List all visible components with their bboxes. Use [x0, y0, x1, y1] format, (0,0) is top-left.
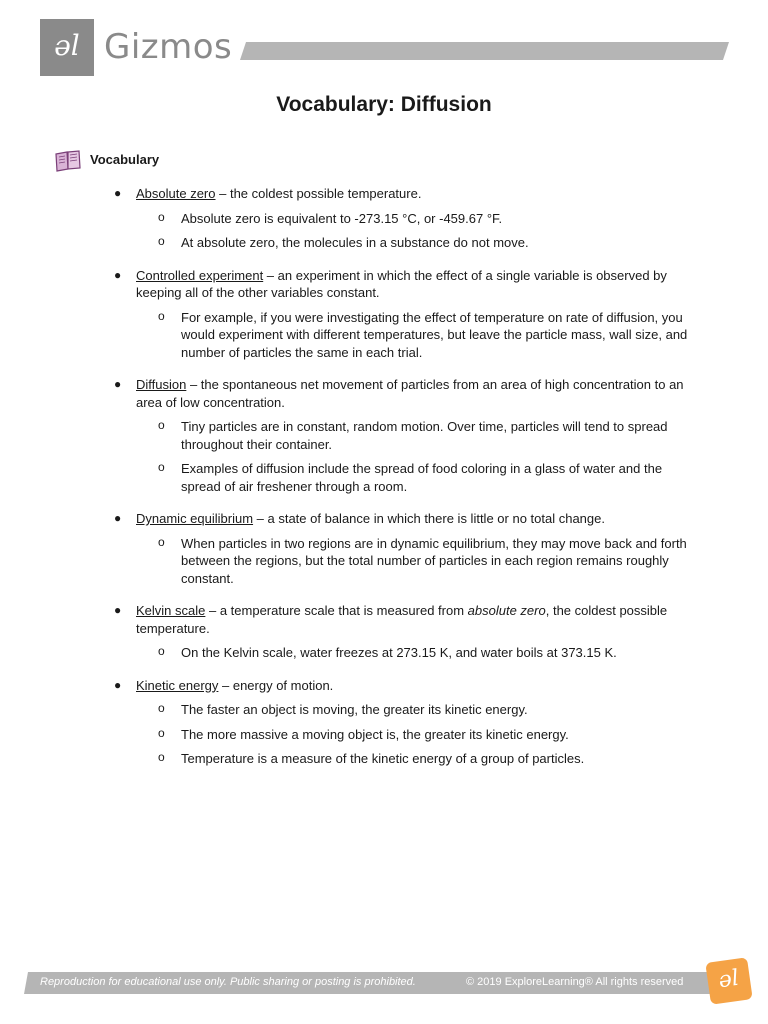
footer-notice: Reproduction for educational use only. Public sharing or posting is prohibited. [40, 976, 416, 988]
sub-item-text: Temperature is a measure of the kinetic energy of a group of particles. [181, 751, 585, 766]
explorelearning-badge-icon [705, 957, 752, 1004]
sub-item [112, 644, 692, 662]
bullet-icon: ● [114, 511, 122, 525]
sub-item [112, 750, 692, 768]
term-definition: – energy of motion. [218, 677, 334, 693]
term-name: Controlled experiment [136, 267, 264, 283]
explorelearning-logo [40, 19, 94, 76]
term-definition: – the coldest possible temperature. [215, 186, 422, 201]
term-item [112, 376, 692, 411]
term-definition-end: , the coldest possible temperature. [136, 603, 668, 636]
sub-item-text: Tiny particles are in constant, random motion. Over time, particles will tend to spread throughout their container. [181, 419, 668, 452]
footer-copyright: © 2019 ExploreLearning® All rights reserved [466, 976, 684, 988]
bullet-icon: ● [114, 677, 122, 692]
sub-bullet-icon: o [158, 460, 165, 474]
sub-item [112, 460, 692, 495]
bullet-icon: ● [114, 186, 122, 200]
term-item [112, 677, 692, 695]
term-item [112, 602, 692, 637]
sub-item-text: Examples of diffusion include the spread of food coloring in a glass of water and the spread of air freshener through a room. [181, 461, 663, 494]
sub-item-text: For example, if you were investigating the effect of temperature on rate of diffusion, you would experiment with different temperatures, but leave the particle mass, wall size, and number of particles the same in each trial. [181, 309, 688, 360]
brand-name: Gizmos [104, 27, 233, 67]
term-item [112, 510, 692, 528]
book-icon [54, 150, 82, 172]
sub-bullet-icon: o [158, 644, 165, 658]
term-item [112, 185, 692, 203]
vocabulary-list [112, 185, 692, 783]
section-title: Vocabulary [90, 152, 160, 167]
term-name: Kelvin scale [136, 603, 206, 618]
logo-glyph: ǝl [54, 29, 80, 62]
sub-item [112, 309, 692, 362]
sub-bullet-icon: o [158, 725, 165, 740]
sub-item [112, 726, 692, 744]
page-title: Vocabulary: Diffusion [276, 93, 492, 116]
term-name: Kinetic energy [136, 677, 219, 693]
sub-item [112, 234, 692, 252]
term-item [112, 267, 692, 302]
sub-item [112, 210, 692, 228]
bullet-icon: ● [114, 267, 122, 282]
term-group [112, 267, 692, 362]
term-definition-emphasis: absolute zero [467, 603, 546, 618]
sub-item-text: The more massive a moving object is, the greater its kinetic energy. [181, 726, 569, 742]
header-decor-bar [240, 42, 729, 60]
sub-bullet-icon: o [158, 534, 165, 549]
term-definition: – the spontaneous net movement of particles from an area of high concentration to an area of low concentration. [136, 377, 684, 410]
term-definition: – a state of balance in which there is little or no total change. [253, 511, 605, 526]
sub-bullet-icon: o [158, 701, 165, 715]
term-group [112, 376, 692, 495]
sub-item [112, 418, 692, 453]
sub-item [112, 535, 692, 588]
sub-bullet-icon: o [158, 750, 165, 764]
term-name: Dynamic equilibrium [136, 511, 254, 526]
sub-item-text: At absolute zero, the molecules in a substance do not move. [181, 235, 529, 250]
term-name: Absolute zero [136, 186, 216, 201]
term-definition: – a temperature scale that is measured from [205, 603, 468, 618]
sub-item-text: The faster an object is moving, the greater its kinetic energy. [181, 702, 528, 717]
badge-glyph: ǝl [717, 965, 741, 994]
sub-item-text: Absolute zero is equivalent to -273.15 °C, or -459.67 °F. [181, 210, 503, 226]
sub-item-text: On the Kelvin scale, water freezes at 273.15 K, and water boils at 373.15 K. [181, 645, 617, 660]
term-group [112, 510, 692, 587]
term-group [112, 185, 692, 252]
term-definition: – an experiment in which the effect of a single variable is observed by keeping all of the other variables constant. [136, 267, 667, 300]
sub-item-text: When particles in two regions are in dynamic equilibrium, they may move back and forth between the regions, but the total number of particles in each region remains roughly constant. [181, 535, 687, 586]
sub-bullet-icon: o [158, 209, 165, 224]
term-group [112, 602, 692, 662]
sub-bullet-icon: o [158, 418, 165, 432]
sub-bullet-icon: o [158, 308, 165, 323]
bullet-icon: ● [114, 377, 122, 391]
term-name: Diffusion [136, 377, 187, 392]
term-group [112, 677, 692, 768]
bullet-icon: ● [114, 603, 122, 617]
sub-item [112, 701, 692, 719]
sub-bullet-icon: o [158, 234, 165, 248]
